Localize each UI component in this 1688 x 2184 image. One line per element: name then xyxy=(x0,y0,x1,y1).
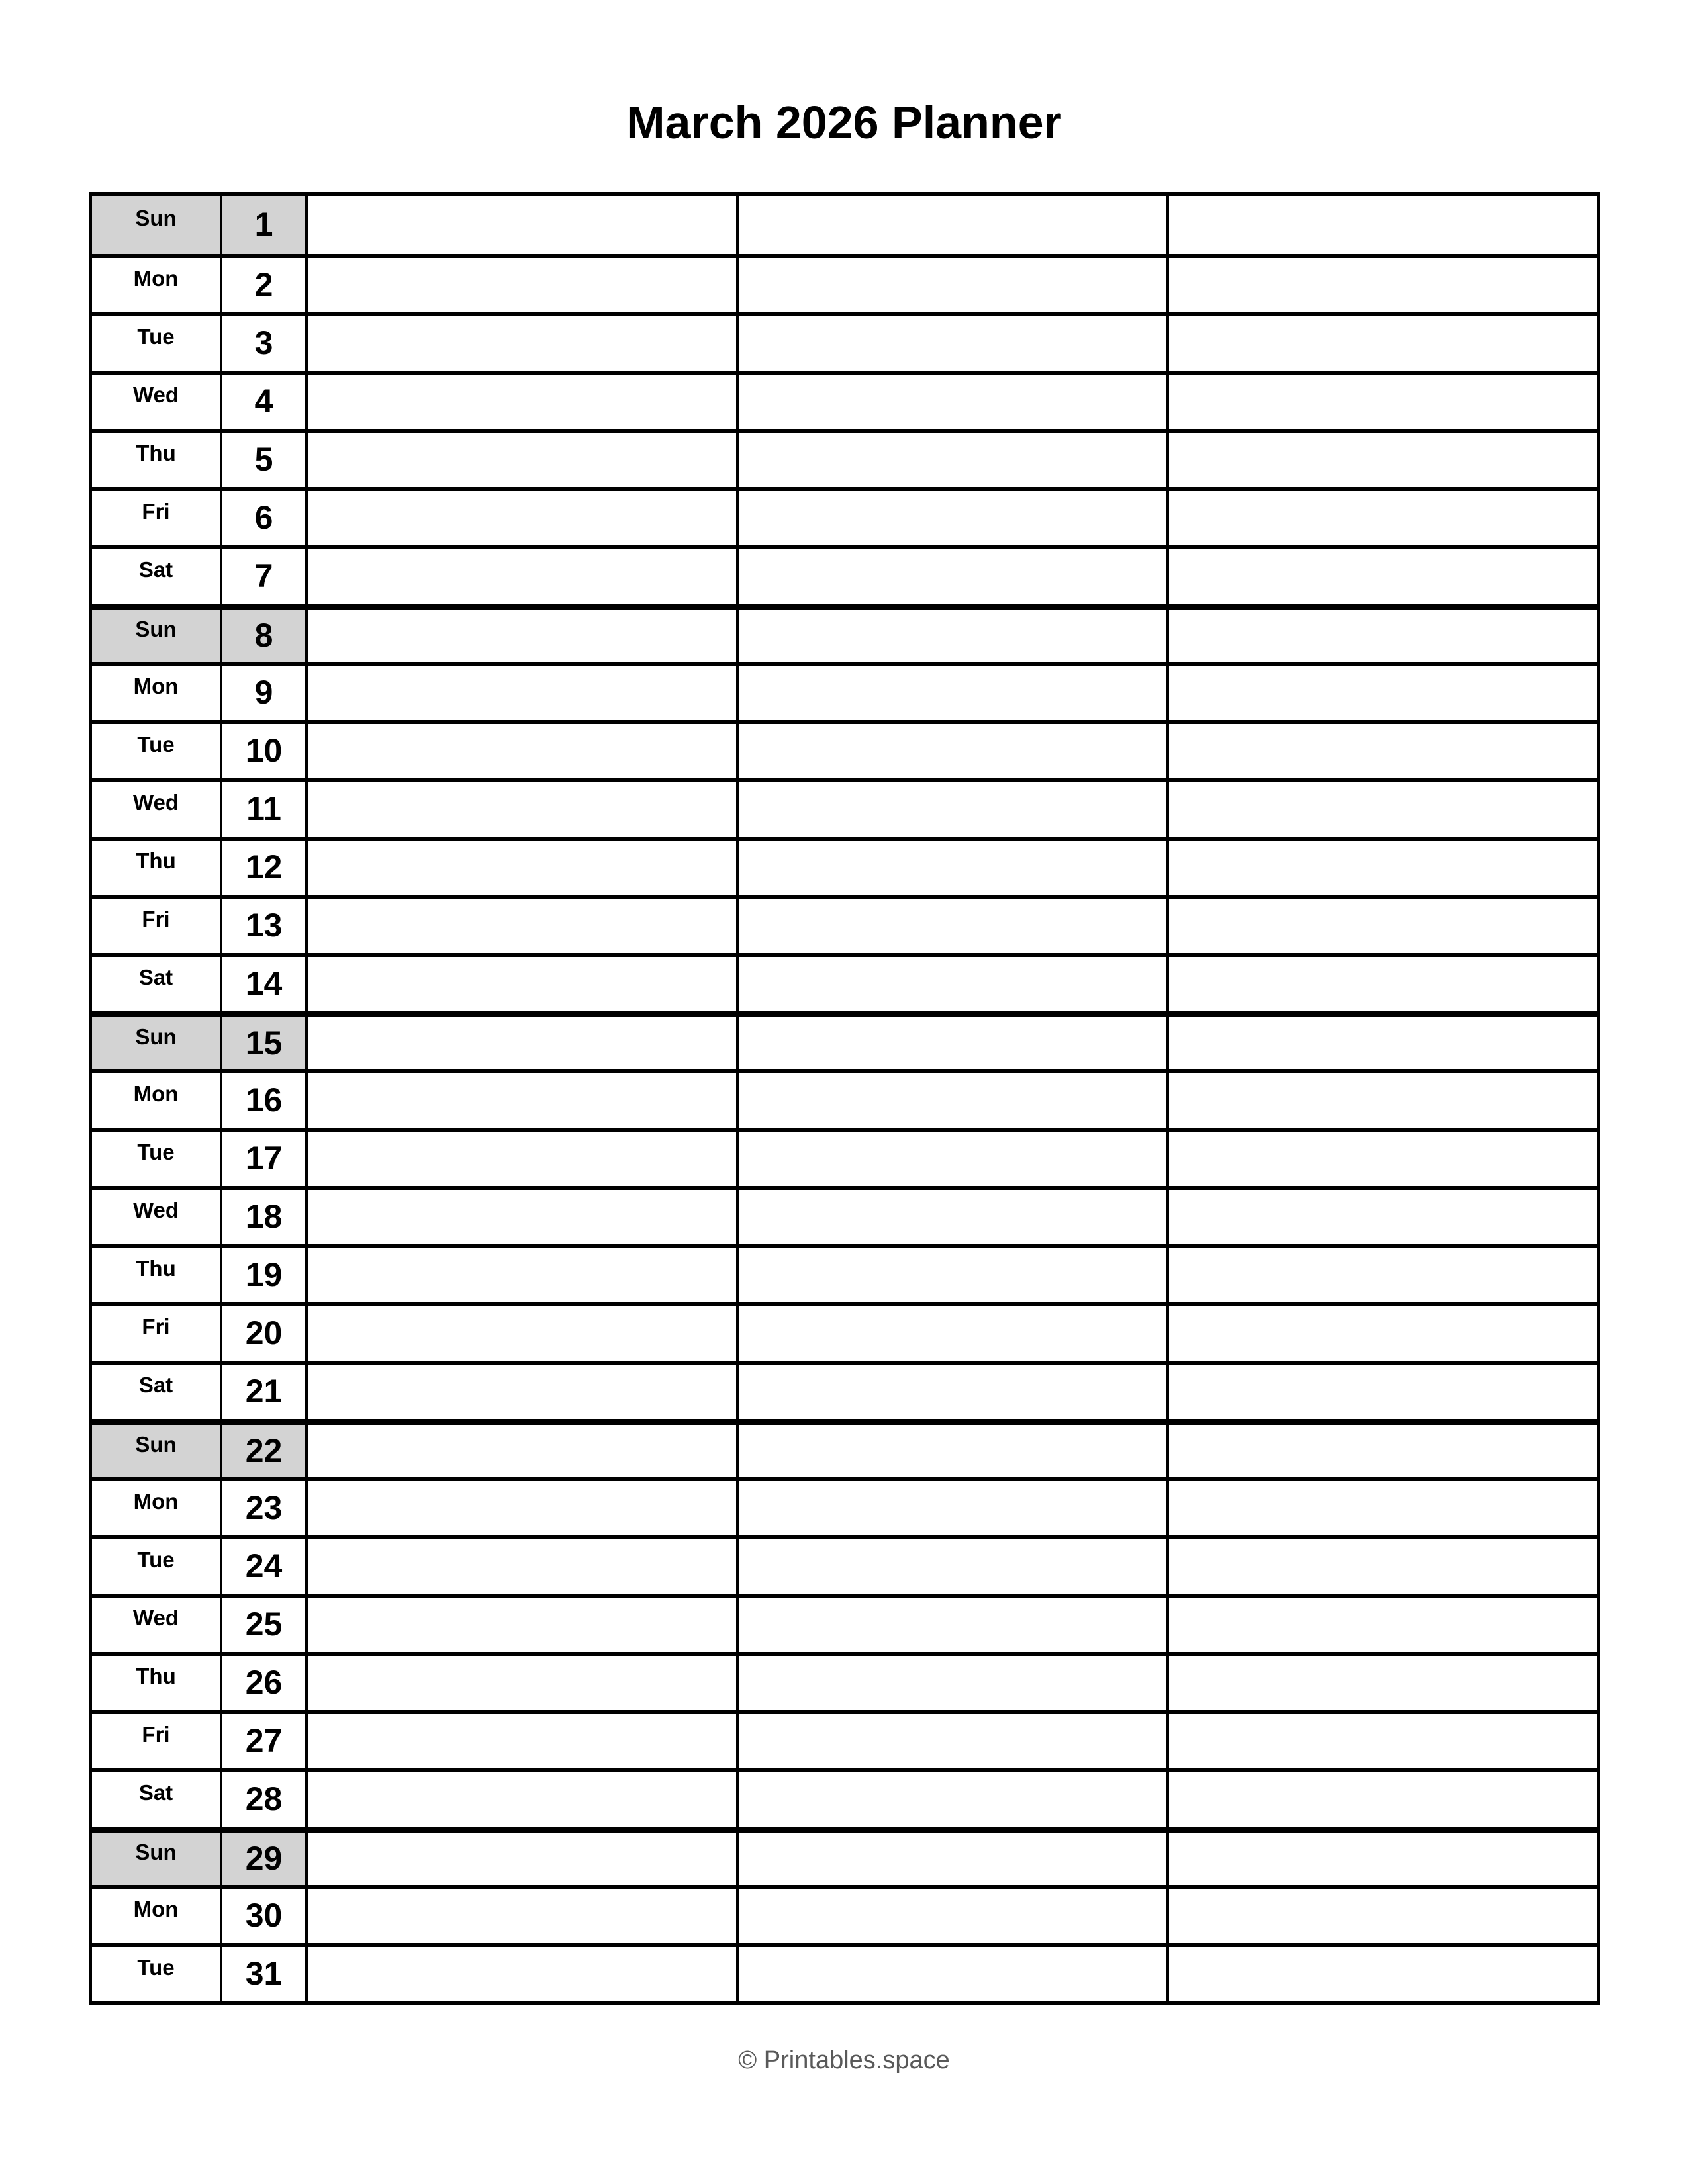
note-cell-1 xyxy=(305,724,736,778)
note-cell-2 xyxy=(736,1190,1167,1244)
note-cell-3 xyxy=(1166,1306,1597,1361)
table-row xyxy=(92,1885,1597,1943)
page-title: March 2026 Planner xyxy=(626,97,1062,148)
day-name-label: Thu xyxy=(136,1256,176,1281)
day-number-cell xyxy=(220,610,305,662)
note-cell-2 xyxy=(736,1425,1167,1477)
note-cell-1 xyxy=(305,491,736,545)
day-number-label: 2 xyxy=(254,266,273,303)
note-cell-3 xyxy=(1166,1073,1597,1128)
note-cell-1 xyxy=(305,1772,736,1827)
day-name-label: Tue xyxy=(137,324,175,349)
note-cell-1 xyxy=(305,258,736,312)
note-cell-3 xyxy=(1166,316,1597,371)
day-name-cell xyxy=(92,1017,220,1069)
planner-table xyxy=(89,192,1600,2005)
note-cell-3 xyxy=(1166,1598,1597,1652)
table-row xyxy=(92,1535,1597,1594)
table-row xyxy=(92,1361,1597,1419)
day-number-cell xyxy=(220,841,305,895)
day-number-label: 12 xyxy=(245,848,283,886)
note-cell-1 xyxy=(305,1889,736,1943)
day-name-cell xyxy=(92,1425,220,1477)
table-row xyxy=(92,312,1597,371)
note-cell-2 xyxy=(736,1772,1167,1827)
table-row xyxy=(92,837,1597,895)
note-cell-3 xyxy=(1166,491,1597,545)
table-row xyxy=(92,720,1597,778)
note-cell-3 xyxy=(1166,724,1597,778)
note-cell-2 xyxy=(736,1598,1167,1652)
note-cell-2 xyxy=(736,610,1167,662)
day-name-label: Sat xyxy=(138,1780,173,1805)
note-cell-3 xyxy=(1166,782,1597,837)
note-cell-2 xyxy=(736,1365,1167,1419)
day-number-label: 13 xyxy=(245,907,283,944)
day-number-label: 8 xyxy=(254,616,273,654)
note-cell-3 xyxy=(1166,375,1597,429)
day-number-cell xyxy=(220,1598,305,1652)
day-number-label: 31 xyxy=(245,1955,283,1992)
day-number-cell xyxy=(220,196,305,254)
note-cell-3 xyxy=(1166,1539,1597,1594)
day-name-cell xyxy=(92,1248,220,1302)
day-name-label: Mon xyxy=(133,674,179,698)
note-cell-3 xyxy=(1166,433,1597,487)
day-number-label: 6 xyxy=(254,499,273,536)
day-number-cell xyxy=(220,433,305,487)
day-name-cell xyxy=(92,841,220,895)
day-number-cell xyxy=(220,1539,305,1594)
note-cell-1 xyxy=(305,1481,736,1535)
note-cell-1 xyxy=(305,1132,736,1186)
note-cell-2 xyxy=(736,433,1167,487)
note-cell-3 xyxy=(1166,1017,1597,1069)
note-cell-1 xyxy=(305,899,736,953)
table-row xyxy=(92,196,1597,254)
day-name-label: Fri xyxy=(142,1722,170,1747)
day-name-label: Wed xyxy=(132,1198,179,1222)
table-row xyxy=(92,1069,1597,1128)
note-cell-2 xyxy=(736,549,1167,604)
day-name-cell xyxy=(92,196,220,254)
day-name-cell xyxy=(92,1598,220,1652)
note-cell-1 xyxy=(305,316,736,371)
table-row xyxy=(92,1943,1597,2001)
day-name-label: Mon xyxy=(133,1081,179,1106)
day-number-label: 22 xyxy=(245,1432,283,1469)
day-name-label: Sat xyxy=(138,1373,173,1397)
note-cell-3 xyxy=(1166,1833,1597,1885)
day-name-label: Fri xyxy=(142,1314,170,1339)
day-name-cell xyxy=(92,1772,220,1827)
day-name-label: Sun xyxy=(135,1024,177,1049)
day-name-label: Mon xyxy=(133,266,179,291)
day-name-cell xyxy=(92,782,220,837)
note-cell-1 xyxy=(305,1714,736,1768)
day-number-label: 18 xyxy=(245,1198,283,1235)
note-cell-2 xyxy=(736,1306,1167,1361)
note-cell-3 xyxy=(1166,957,1597,1011)
table-row xyxy=(92,1652,1597,1710)
day-name-cell xyxy=(92,1481,220,1535)
day-name-cell xyxy=(92,1306,220,1361)
day-name-label: Sun xyxy=(135,1432,177,1457)
day-number-cell xyxy=(220,1248,305,1302)
note-cell-2 xyxy=(736,1132,1167,1186)
day-name-cell xyxy=(92,666,220,720)
day-number-label: 11 xyxy=(246,790,281,827)
day-number-cell xyxy=(220,1190,305,1244)
day-number-label: 23 xyxy=(245,1489,283,1526)
day-name-label: Sun xyxy=(135,206,177,230)
day-name-cell xyxy=(92,610,220,662)
note-cell-1 xyxy=(305,1598,736,1652)
day-name-label: Thu xyxy=(136,848,176,873)
note-cell-3 xyxy=(1166,549,1597,604)
day-number-label: 20 xyxy=(245,1314,283,1351)
note-cell-3 xyxy=(1166,1425,1597,1477)
note-cell-3 xyxy=(1166,1889,1597,1943)
day-number-cell xyxy=(220,1073,305,1128)
day-number-cell xyxy=(220,957,305,1011)
day-number-cell xyxy=(220,1132,305,1186)
day-name-cell xyxy=(92,724,220,778)
note-cell-1 xyxy=(305,841,736,895)
day-number-cell xyxy=(220,1425,305,1477)
note-cell-1 xyxy=(305,1306,736,1361)
note-cell-2 xyxy=(736,1073,1167,1128)
day-number-cell xyxy=(220,666,305,720)
note-cell-1 xyxy=(305,196,736,254)
day-name-cell xyxy=(92,1539,220,1594)
table-row xyxy=(92,1128,1597,1186)
table-row xyxy=(92,895,1597,953)
day-name-cell xyxy=(92,491,220,545)
day-name-cell xyxy=(92,957,220,1011)
day-name-label: Tue xyxy=(137,1140,175,1164)
note-cell-1 xyxy=(305,1425,736,1477)
day-name-cell xyxy=(92,1833,220,1885)
note-cell-2 xyxy=(736,316,1167,371)
note-cell-1 xyxy=(305,1365,736,1419)
note-cell-2 xyxy=(736,258,1167,312)
day-number-label: 29 xyxy=(245,1839,283,1877)
day-name-cell xyxy=(92,1073,220,1128)
day-name-cell xyxy=(92,1365,220,1419)
day-name-label: Sat xyxy=(138,557,173,582)
note-cell-1 xyxy=(305,1190,736,1244)
day-name-label: Sun xyxy=(135,1839,177,1864)
note-cell-1 xyxy=(305,1656,736,1710)
day-number-label: 17 xyxy=(245,1140,283,1177)
day-number-cell xyxy=(220,1365,305,1419)
table-row xyxy=(92,1419,1597,1477)
day-name-label: Tue xyxy=(137,1547,175,1572)
day-number-label: 5 xyxy=(254,441,273,478)
note-cell-2 xyxy=(736,1539,1167,1594)
day-name-label: Wed xyxy=(132,1606,179,1630)
note-cell-3 xyxy=(1166,610,1597,662)
note-cell-1 xyxy=(305,549,736,604)
day-name-cell xyxy=(92,1714,220,1768)
day-number-cell xyxy=(220,1889,305,1943)
table-row xyxy=(92,1302,1597,1361)
day-number-cell xyxy=(220,549,305,604)
day-number-cell xyxy=(220,316,305,371)
note-cell-1 xyxy=(305,1017,736,1069)
day-number-cell xyxy=(220,1656,305,1710)
day-number-cell xyxy=(220,1714,305,1768)
note-cell-2 xyxy=(736,666,1167,720)
note-cell-2 xyxy=(736,1714,1167,1768)
day-name-label: Thu xyxy=(136,441,176,465)
table-row xyxy=(92,1827,1597,1885)
table-row xyxy=(92,1710,1597,1768)
note-cell-2 xyxy=(736,957,1167,1011)
table-row xyxy=(92,371,1597,429)
table-row xyxy=(92,1594,1597,1652)
day-number-cell xyxy=(220,1017,305,1069)
day-name-label: Sat xyxy=(138,965,173,989)
note-cell-2 xyxy=(736,899,1167,953)
day-name-cell xyxy=(92,1132,220,1186)
note-cell-3 xyxy=(1166,1656,1597,1710)
table-row xyxy=(92,429,1597,487)
note-cell-2 xyxy=(736,1017,1167,1069)
note-cell-3 xyxy=(1166,1190,1597,1244)
day-number-label: 1 xyxy=(254,206,273,243)
day-name-cell xyxy=(92,1190,220,1244)
note-cell-2 xyxy=(736,196,1167,254)
note-cell-3 xyxy=(1166,196,1597,254)
note-cell-2 xyxy=(736,841,1167,895)
day-name-label: Wed xyxy=(132,383,179,407)
day-name-cell xyxy=(92,1656,220,1710)
note-cell-2 xyxy=(736,1833,1167,1885)
note-cell-1 xyxy=(305,1248,736,1302)
day-name-label: Fri xyxy=(142,499,170,523)
day-name-label: Mon xyxy=(133,1897,179,1921)
day-number-label: 21 xyxy=(245,1373,283,1410)
day-name-cell xyxy=(92,433,220,487)
note-cell-3 xyxy=(1166,1481,1597,1535)
day-number-label: 27 xyxy=(245,1722,283,1759)
day-number-label: 7 xyxy=(254,557,273,594)
day-number-cell xyxy=(220,1833,305,1885)
day-number-label: 25 xyxy=(245,1606,283,1643)
note-cell-3 xyxy=(1166,1365,1597,1419)
day-name-cell xyxy=(92,549,220,604)
day-number-cell xyxy=(220,899,305,953)
day-number-label: 24 xyxy=(245,1547,283,1584)
note-cell-2 xyxy=(736,1248,1167,1302)
note-cell-2 xyxy=(736,1481,1167,1535)
note-cell-3 xyxy=(1166,1947,1597,2001)
day-name-label: Tue xyxy=(137,1955,175,1979)
note-cell-1 xyxy=(305,375,736,429)
day-name-label: Tue xyxy=(137,732,175,756)
day-name-cell xyxy=(92,258,220,312)
note-cell-3 xyxy=(1166,1772,1597,1827)
day-number-cell xyxy=(220,1947,305,2001)
table-row xyxy=(92,487,1597,545)
table-row xyxy=(92,1011,1597,1069)
day-number-label: 26 xyxy=(245,1664,283,1701)
day-number-cell xyxy=(220,258,305,312)
day-name-label: Wed xyxy=(132,790,179,815)
table-row xyxy=(92,953,1597,1011)
note-cell-1 xyxy=(305,1833,736,1885)
note-cell-3 xyxy=(1166,258,1597,312)
day-name-cell xyxy=(92,1889,220,1943)
day-number-label: 14 xyxy=(245,965,283,1002)
day-number-label: 4 xyxy=(254,383,273,420)
table-row xyxy=(92,1768,1597,1827)
day-number-cell xyxy=(220,724,305,778)
day-name-label: Mon xyxy=(133,1489,179,1514)
note-cell-2 xyxy=(736,1889,1167,1943)
day-number-cell xyxy=(220,375,305,429)
day-number-label: 19 xyxy=(245,1256,283,1293)
note-cell-3 xyxy=(1166,841,1597,895)
note-cell-1 xyxy=(305,1073,736,1128)
day-number-label: 9 xyxy=(254,674,273,711)
day-name-label: Fri xyxy=(142,907,170,931)
day-name-cell xyxy=(92,1947,220,2001)
day-number-cell xyxy=(220,1306,305,1361)
day-name-cell xyxy=(92,899,220,953)
note-cell-3 xyxy=(1166,899,1597,953)
note-cell-2 xyxy=(736,375,1167,429)
day-number-label: 30 xyxy=(245,1897,283,1934)
note-cell-1 xyxy=(305,1947,736,2001)
table-row xyxy=(92,778,1597,837)
note-cell-1 xyxy=(305,1539,736,1594)
table-row xyxy=(92,1244,1597,1302)
note-cell-1 xyxy=(305,666,736,720)
day-number-label: 15 xyxy=(245,1024,283,1062)
note-cell-1 xyxy=(305,610,736,662)
note-cell-2 xyxy=(736,1947,1167,2001)
day-number-cell xyxy=(220,782,305,837)
note-cell-2 xyxy=(736,1656,1167,1710)
day-number-label: 28 xyxy=(245,1780,283,1817)
note-cell-2 xyxy=(736,724,1167,778)
note-cell-3 xyxy=(1166,1132,1597,1186)
footer-credit: © Printables.space xyxy=(738,2046,950,2074)
day-number-cell xyxy=(220,491,305,545)
day-number-label: 16 xyxy=(245,1081,283,1118)
note-cell-3 xyxy=(1166,1714,1597,1768)
day-name-label: Sun xyxy=(135,616,177,641)
table-row xyxy=(92,604,1597,662)
note-cell-3 xyxy=(1166,1248,1597,1302)
table-row xyxy=(92,545,1597,604)
day-number-label: 10 xyxy=(245,732,283,769)
note-cell-1 xyxy=(305,433,736,487)
note-cell-2 xyxy=(736,782,1167,837)
day-name-label: Thu xyxy=(136,1664,176,1688)
note-cell-1 xyxy=(305,957,736,1011)
table-row xyxy=(92,662,1597,720)
note-cell-1 xyxy=(305,782,736,837)
day-name-cell xyxy=(92,316,220,371)
table-row xyxy=(92,254,1597,312)
note-cell-2 xyxy=(736,491,1167,545)
table-row xyxy=(92,1477,1597,1535)
day-number-cell xyxy=(220,1772,305,1827)
table-row xyxy=(92,1186,1597,1244)
day-number-label: 3 xyxy=(254,324,273,361)
day-number-cell xyxy=(220,1481,305,1535)
day-name-cell xyxy=(92,375,220,429)
note-cell-3 xyxy=(1166,666,1597,720)
